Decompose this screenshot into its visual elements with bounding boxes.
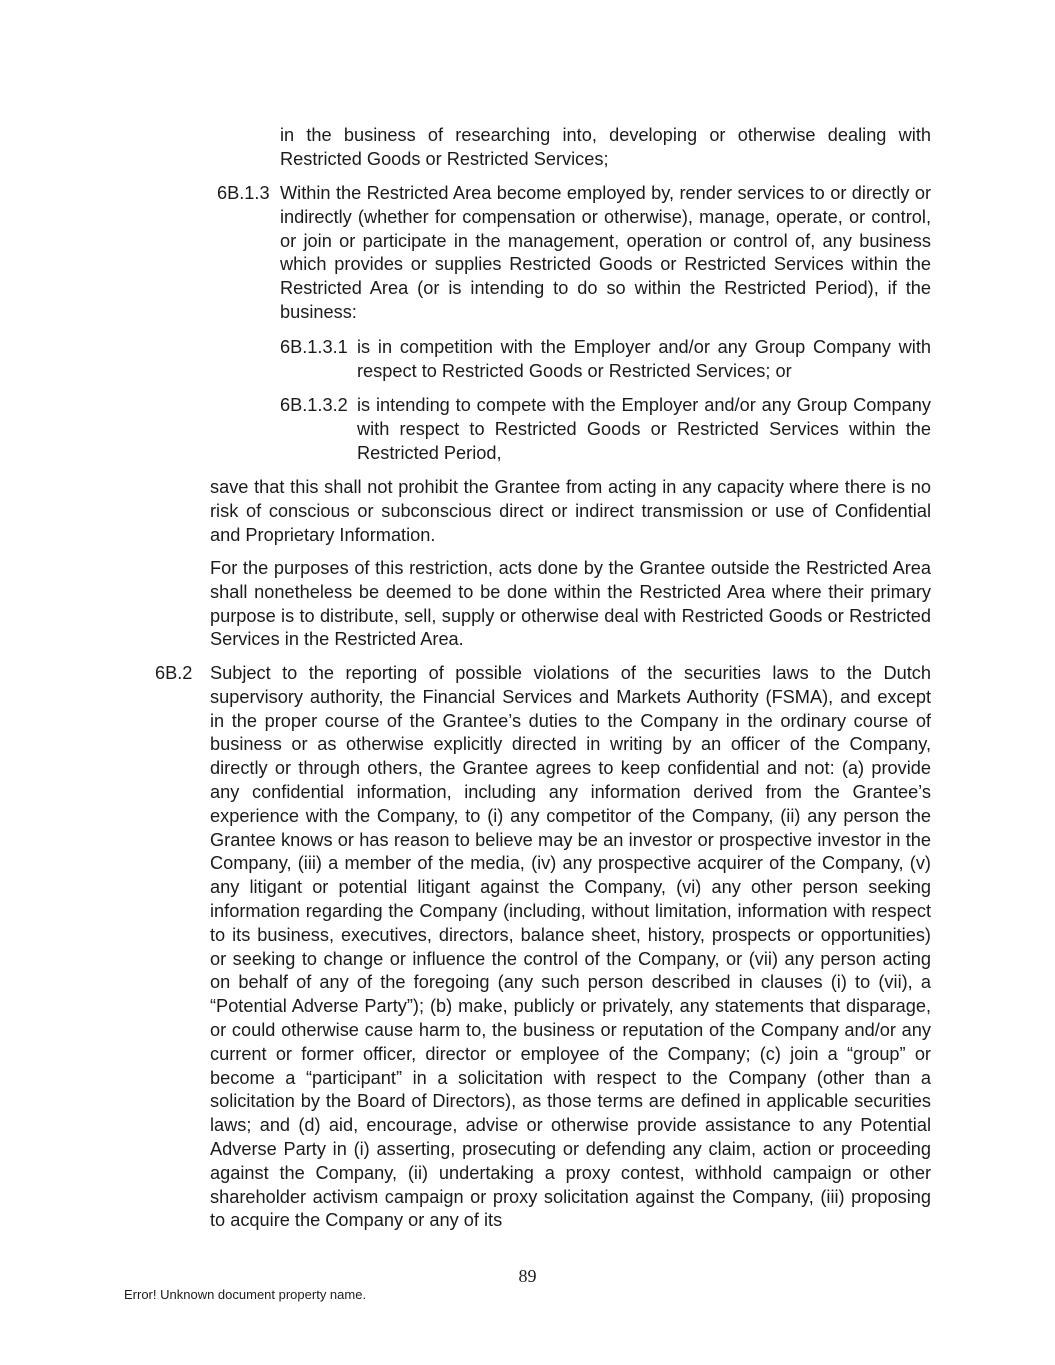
clause-text-6b-1-3-1: is in competition with the Employer and/or any Group Company with respect to Restricted Goods or Restricted Services; or bbox=[357, 337, 931, 381]
clause-text-6b-1-3-2: is intending to compete with the Employer and/or any Group Company with respect to Restricted Goods or Restricted Services within the Restricted Period, bbox=[357, 395, 931, 463]
footer-note: Error! Unknown document property name. bbox=[124, 1287, 367, 1302]
clause-text-6b-2: Subject to the reporting of possible violations of the securities laws to the Dutch supervisory authority, the Financial Services and Markets Authority (FSMA), and except in the proper course of the Grantee’s duties to the Company in the ordinary course of business or as otherwise explicitly directed in writing by an officer of the Company, directly or through others, the Grantee agrees to keep confidential and not: (a) provide any confidential information, including any information derived from the Grantee’s experience with the Company, to (i) any competitor of the Company, (ii) any person the Grantee knows or has reason to believe may be an investor or prospective investor in the Company, (iii) a member of the media, (iv) any prospective acquirer of the Company, (v) any litigant or potential litigant against the Company, (vi) any other person seeking information regarding the Company (including, without limitation, information with respect to its business, executives, directors, balance sheet, history, prospects or opportunities) or seeking to change or influence the control of the Company, or (vii) any person acting on behalf of any of the foregoing (any such person described in clauses (i) to (vii), a “Potential Adverse Party”); (b) make, publicly or privately, any statements that disparage, or could otherwise cause harm to, the business or reputation of the Company and/or any current or former officer, director or employee of the Company; (c) join a “group” or become a “participant” in a solicitation with respect to the Company (other than a solicitation by the Board of Directors), as those terms are defined in applicable securities laws; and (d) aid, encourage, advise or otherwise provide assistance to any Potential Adverse Party in (i) asserting, prosecuting or defending any claim, action or proceeding against the Company, (ii) undertaking a proxy contest, withhold campaign or other shareholder activism campaign or proxy solicitation against the Company, (iii) proposing to acquire the Company or any of its bbox=[210, 663, 931, 1231]
page-number: 89 bbox=[518, 1266, 537, 1286]
for-the-purposes-paragraph: For the purposes of this restriction, acts done by the Grantee outside the Restricted Area shall nonetheless be deemed to be done within the Restricted Area where their primary purpose is to distribute, sell, supply or otherwise deal with Restricted Goods or Restricted Services in the Restricted Area. bbox=[210, 558, 931, 650]
clause-number-6b-2: 6B.2 bbox=[155, 663, 193, 683]
clause-number-6b-1-3-1: 6B.1.3.1 bbox=[280, 337, 348, 357]
continuation-paragraph: in the business of researching into, developing or otherwise dealing with Restricted Goods or Restricted Services; bbox=[280, 125, 931, 169]
clause-text-6b-1-3: Within the Restricted Area become employed by, render services to or directly or indirectly (whether for compensation or otherwise), manage, operate, or control, or join or participate in the management, operation or control of, any business which provides or supplies Restricted Goods or Restricted Services within the Restricted Area (or is intending to do so within the Restricted Period), if the business: bbox=[280, 183, 931, 322]
clause-number-6b-1-3: 6B.1.3 bbox=[217, 183, 270, 203]
save-that-paragraph: save that this shall not prohibit the Grantee from acting in any capacity where there is no risk of conscious or subconscious direct or indirect transmission or use of Confidential and Proprietary Information. bbox=[210, 477, 931, 545]
clause-number-6b-1-3-2: 6B.1.3.2 bbox=[280, 395, 348, 415]
